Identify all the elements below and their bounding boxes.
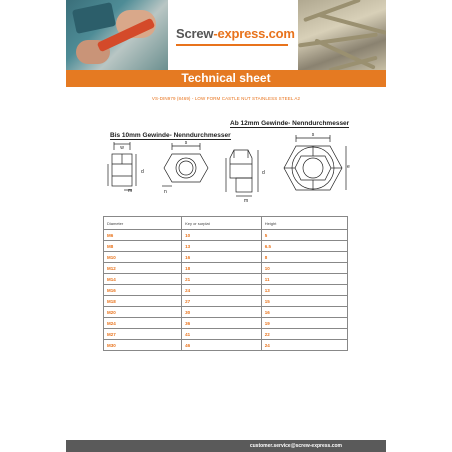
cell-key: 36 <box>182 318 262 329</box>
footer-email[interactable]: customer.service@screw-express.com <box>249 443 342 449</box>
logo-accent-text: -express.com <box>213 26 295 41</box>
cell-height: 5 <box>261 230 347 241</box>
table-row <box>104 307 348 318</box>
cell-height: 6.5 <box>261 241 347 252</box>
table-row <box>104 252 348 263</box>
table-row <box>104 329 348 340</box>
small-nut-top-drawing <box>158 140 214 196</box>
small-nut-side-drawing <box>106 140 156 196</box>
cell-key: 16 <box>182 252 262 263</box>
table-row <box>104 296 348 307</box>
cell-height: 13 <box>261 285 347 296</box>
cell-diameter: M30 <box>104 340 182 351</box>
cell-diameter: M18 <box>104 296 182 307</box>
cell-key: 18 <box>182 263 262 274</box>
cell-height: 8 <box>261 252 347 263</box>
cell-diameter: M27 <box>104 329 182 340</box>
dim-m-small: m <box>128 188 133 194</box>
logo-underline <box>176 44 288 46</box>
product-subtitle: VS-DIN979 (8469) - LOW FORM CASTLE NUT STAINLESS STEEL A2 <box>151 96 301 101</box>
table-row <box>104 241 348 252</box>
header-photo-screws <box>298 0 386 70</box>
cell-key: 24 <box>182 285 262 296</box>
cell-key: 46 <box>182 340 262 351</box>
cell-key: 21 <box>182 274 262 285</box>
header-diameter: Diameter <box>104 217 182 230</box>
cell-height: 15 <box>261 296 347 307</box>
dim-d-small: d <box>141 169 144 175</box>
cell-height: 24 <box>261 340 347 351</box>
large-nut-side-drawing <box>222 140 274 202</box>
large-nut-top-drawing <box>276 132 352 206</box>
dim-s-large: s <box>311 132 315 138</box>
cell-key: 27 <box>182 296 262 307</box>
footer-bar <box>66 440 386 452</box>
page-title: Technical sheet <box>181 71 271 85</box>
cell-diameter: M20 <box>104 307 182 318</box>
dim-m-large: m <box>244 198 249 202</box>
dim-e-large: e <box>347 164 350 170</box>
cell-diameter: M14 <box>104 274 182 285</box>
cell-height: 19 <box>261 318 347 329</box>
cell-height: 16 <box>261 307 347 318</box>
header-photo-tools <box>66 0 168 70</box>
table-header-row <box>104 217 348 230</box>
table-row <box>104 285 348 296</box>
dimensions-table <box>103 216 348 351</box>
dim-d-large: d <box>262 170 265 176</box>
cell-height: 10 <box>261 263 347 274</box>
cell-diameter: M6 <box>104 230 182 241</box>
logo-main-text: Screw <box>176 26 214 41</box>
table-row <box>104 230 348 241</box>
table-row <box>104 340 348 351</box>
cell-key: 30 <box>182 307 262 318</box>
cell-diameter: M16 <box>104 285 182 296</box>
dim-s-small: s <box>184 140 188 146</box>
cell-key: 13 <box>182 241 262 252</box>
dim-w-small: w <box>120 145 124 151</box>
header-key: Key or surplat <box>182 217 262 230</box>
cell-height: 11 <box>261 274 347 285</box>
cell-diameter: M8 <box>104 241 182 252</box>
table-row <box>104 263 348 274</box>
cell-key: 41 <box>182 329 262 340</box>
technical-sheet <box>66 0 386 452</box>
cell-diameter: M12 <box>104 263 182 274</box>
cell-height: 22 <box>261 329 347 340</box>
brand-logo <box>176 26 295 41</box>
header-logo-area <box>168 0 298 70</box>
table-row <box>104 274 348 285</box>
table-row <box>104 318 348 329</box>
label-small-diameter: Bis 10mm Gewinde- Nenndurchmesser <box>110 132 231 139</box>
header-height: Height <box>261 217 347 230</box>
cell-diameter: M24 <box>104 318 182 329</box>
cell-diameter: M10 <box>104 252 182 263</box>
label-large-diameter: Ab 12mm Gewinde- Nenndurchmesser <box>230 120 350 127</box>
cell-key: 10 <box>182 230 262 241</box>
dim-n-small: n <box>164 189 167 195</box>
